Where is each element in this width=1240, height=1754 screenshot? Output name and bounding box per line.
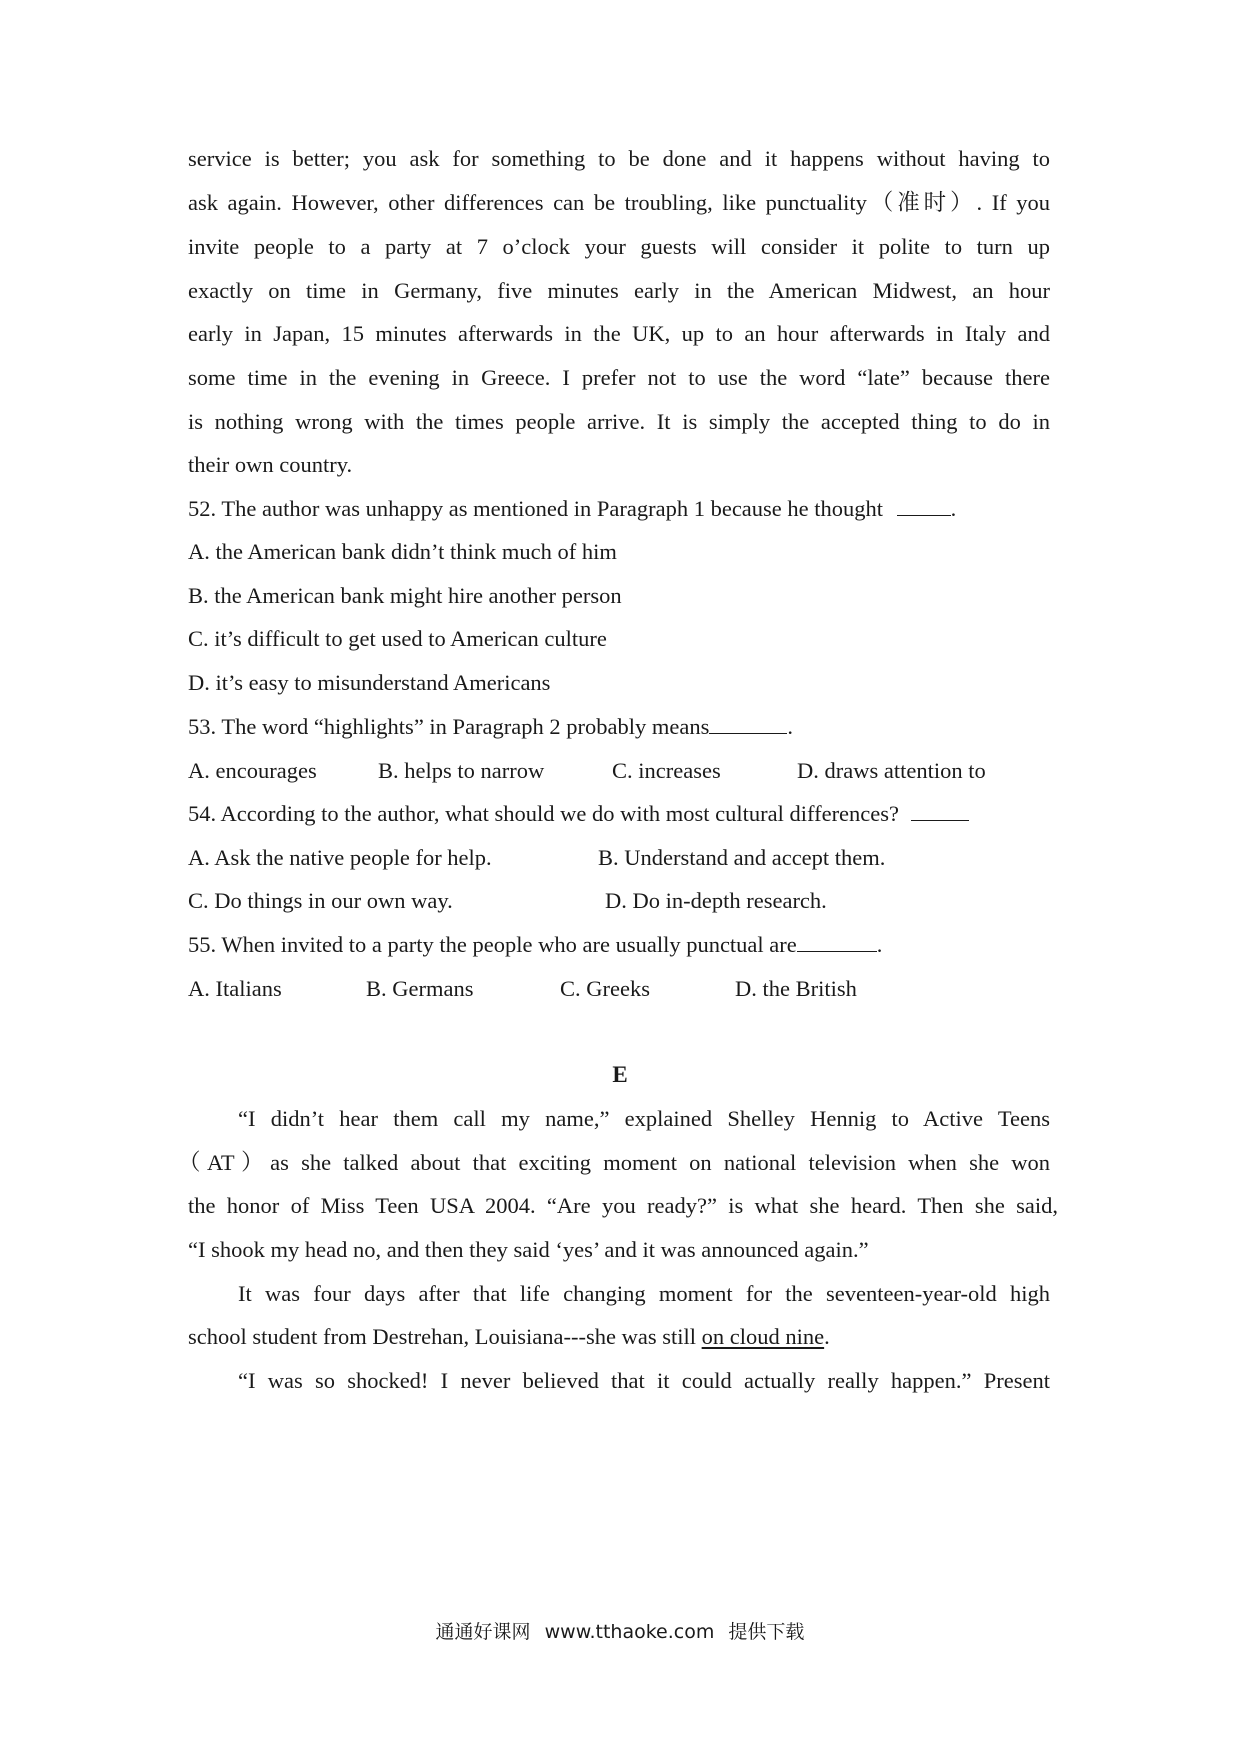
answer-blank[interactable]	[709, 713, 787, 734]
option-a: A. the American bank didn’t think much of him	[188, 539, 617, 564]
page-footer	[0, 1619, 1240, 1645]
question-54-options-row1	[0, 843, 1240, 873]
answer-blank[interactable]	[911, 800, 969, 821]
section-heading: E	[612, 1062, 628, 1087]
footer-suffix: 提供下载	[728, 1621, 805, 1643]
footer-url[interactable]: www.tthaoke.com	[544, 1621, 715, 1643]
passage-line: is nothing wrong with the times people arrive. It is simply the accepted thing to do in	[188, 409, 1050, 434]
passage-line: early in Japan, 15 minutes afterwards in the UK, up to an hour afterwards in Italy and	[188, 321, 1050, 346]
option-a: A. encourages	[188, 758, 317, 783]
option-b: B. Understand and accept them.	[598, 845, 886, 870]
option-d: D. draws attention to	[797, 758, 986, 783]
passage-line: ask again. However, other differences can be troubling, like punctuality（准时）. If you	[188, 190, 1050, 215]
question-54-stem: 54. According to the author, what should we do with most cultural differences?	[188, 799, 969, 829]
passage-line: “I shook my head no, and then they said ‘yes’ and it was announced again.”	[188, 1237, 869, 1262]
question-55-stem: 55. When invited to a party the people who are usually punctual are .	[188, 932, 883, 957]
passage-line: their own country.	[188, 452, 353, 477]
passage-line: It was four days after that life changing moment for the seventeen-year-old high	[238, 1281, 1050, 1306]
passage-line: “I was so shocked! I never believed that it could actually really happen.” Present	[238, 1368, 1050, 1393]
question-53-options	[0, 756, 1240, 786]
option-b: B. helps to narrow	[378, 758, 545, 783]
question-53-stem: 53. The word “highlights” in Paragraph 2 probably means .	[188, 714, 793, 739]
option-d: D. Do in-depth research.	[605, 888, 827, 913]
option-c: C. increases	[612, 758, 721, 783]
question-55-options	[0, 974, 1240, 1004]
option-a: A. Italians	[188, 976, 282, 1001]
passage-line: invite people to a party at 7 o’clock your guests will consider it polite to turn up	[188, 234, 1050, 259]
question-54-options-row2	[0, 886, 1240, 916]
option-c: C. Greeks	[560, 976, 650, 1001]
passage-line: “I didn’t hear them call my name,” explained Shelley Hennig to Active Teens	[238, 1106, 1050, 1131]
option-d: D. the British	[735, 976, 857, 1001]
option-c: C. Do things in our own way.	[188, 888, 453, 913]
footer-site-name: 通通好课网	[435, 1621, 531, 1643]
option-c: C. it’s difficult to get used to American culture	[188, 626, 607, 651]
passage-line: exactly on time in Germany, five minutes early in the American Midwest, an hour	[188, 278, 1050, 303]
option-d: D. it’s easy to misunderstand Americans	[188, 670, 551, 695]
passage-line: school student from Destrehan, Louisiana---she was still on cloud nine.	[188, 1324, 830, 1349]
underlined-phrase: on cloud nine	[701, 1324, 825, 1349]
passage-line: service is better; you ask for something to be done and it happens without having to	[188, 146, 1050, 171]
option-b: B. Germans	[366, 976, 474, 1001]
option-a: A. Ask the native people for help.	[188, 845, 492, 870]
passage-line: some time in the evening in Greece. I prefer not to use the word “late” because there	[188, 365, 1050, 390]
option-b: B. the American bank might hire another person	[188, 583, 622, 608]
answer-blank[interactable]	[897, 495, 951, 516]
passage-line: the honor of Miss Teen USA 2004. “Are you ready?” is what she heard. Then she said,	[188, 1193, 1058, 1218]
answer-blank[interactable]	[797, 931, 877, 952]
passage-line: （AT）as she talked about that exciting moment on national television when she won	[178, 1150, 1050, 1175]
question-52-stem: 52. The author was unhappy as mentioned in Paragraph 1 because he thought .	[188, 496, 957, 521]
